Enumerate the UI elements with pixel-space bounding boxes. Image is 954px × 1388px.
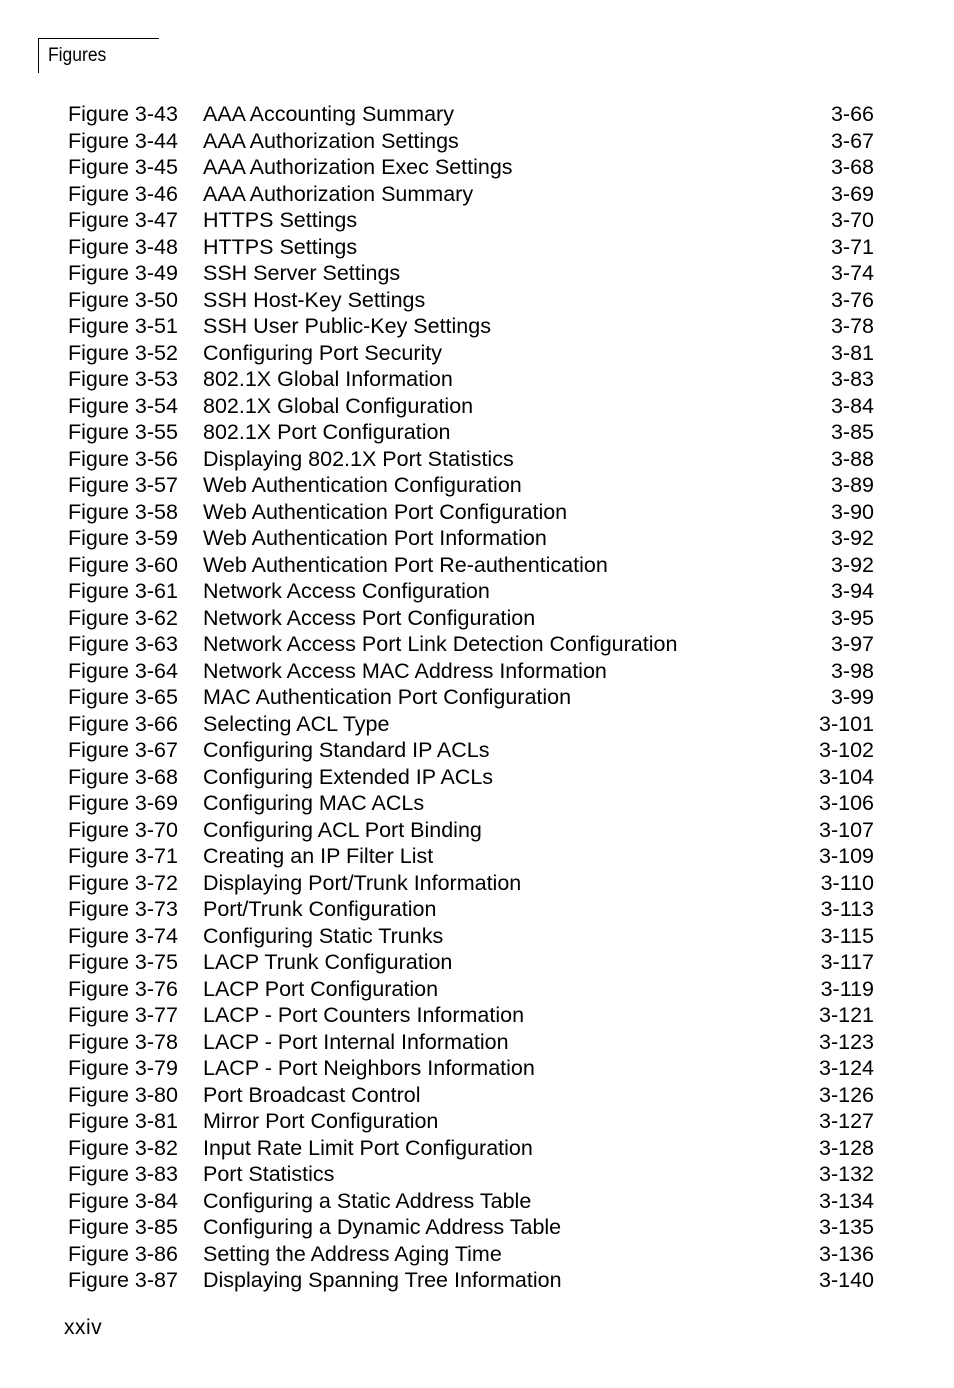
page-number: xxiv bbox=[64, 1316, 103, 1339]
figure-number: Figure 3-71 bbox=[68, 844, 178, 868]
figure-title: LACP - Port Counters Information bbox=[203, 1003, 525, 1027]
list-item bbox=[68, 207, 874, 234]
list-item bbox=[68, 1241, 874, 1268]
figure-page: 3-81 bbox=[830, 340, 874, 365]
figure-page: 3-101 bbox=[819, 711, 874, 736]
figure-title: 802.1X Port Configuration bbox=[203, 420, 451, 444]
figure-page: 3-98 bbox=[830, 658, 874, 683]
figure-number: Figure 3-47 bbox=[68, 208, 178, 232]
figure-page: 3-83 bbox=[830, 367, 874, 391]
list-item bbox=[68, 790, 874, 817]
figure-page: 3-102 bbox=[819, 738, 874, 762]
figure-title: Configuring Standard IP ACLs bbox=[203, 738, 490, 762]
figure-number: Figure 3-79 bbox=[68, 1056, 178, 1080]
figure-number: Figure 3-44 bbox=[68, 128, 178, 153]
list-of-figures bbox=[68, 101, 874, 1294]
figure-title: LACP Trunk Configuration bbox=[203, 950, 453, 974]
figure-number: Figure 3-60 bbox=[68, 552, 178, 577]
list-item bbox=[68, 684, 874, 711]
list-item bbox=[68, 1214, 874, 1241]
figure-title: HTTPS Settings bbox=[203, 208, 358, 232]
figure-title: HTTPS Settings bbox=[203, 234, 358, 259]
figure-number: Figure 3-77 bbox=[68, 1003, 178, 1027]
figure-page: 3-84 bbox=[830, 393, 874, 418]
list-item bbox=[68, 1161, 874, 1188]
figure-number: Figure 3-43 bbox=[68, 102, 178, 126]
figure-number: Figure 3-56 bbox=[68, 446, 178, 471]
figure-title: Port/Trunk Configuration bbox=[203, 897, 437, 921]
figure-title: Displaying Port/Trunk Information bbox=[203, 870, 522, 895]
list-item bbox=[68, 843, 874, 870]
figure-number: Figure 3-83 bbox=[68, 1162, 178, 1186]
figure-page: 3-106 bbox=[819, 791, 874, 815]
figure-title: SSH User Public-Key Settings bbox=[203, 314, 491, 338]
list-item bbox=[68, 737, 874, 764]
figure-title: Configuring ACL Port Binding bbox=[203, 817, 482, 842]
figure-number: Figure 3-58 bbox=[68, 499, 178, 524]
list-item bbox=[68, 605, 874, 632]
list-item bbox=[68, 101, 874, 128]
figure-page: 3-132 bbox=[819, 1162, 874, 1186]
list-item bbox=[68, 976, 874, 1003]
list-item bbox=[68, 313, 874, 340]
figure-title: Network Access MAC Address Information bbox=[203, 658, 607, 683]
list-item bbox=[68, 658, 874, 685]
figure-page: 3-121 bbox=[819, 1003, 874, 1027]
figure-number: Figure 3-69 bbox=[68, 791, 178, 815]
list-item bbox=[68, 949, 874, 976]
list-item bbox=[68, 340, 874, 367]
figure-page: 3-90 bbox=[830, 499, 874, 524]
figure-title: Web Authentication Port Information bbox=[203, 526, 547, 550]
figure-title: Configuring Static Trunks bbox=[203, 923, 444, 948]
figure-number: Figure 3-63 bbox=[68, 632, 178, 656]
figure-title: Web Authentication Configuration bbox=[203, 473, 522, 497]
figure-page: 3-115 bbox=[820, 923, 874, 948]
figure-title: LACP Port Configuration bbox=[203, 976, 439, 1001]
figure-title: AAA Authorization Settings bbox=[203, 128, 459, 153]
list-item bbox=[68, 578, 874, 605]
figure-title: Setting the Address Aging Time bbox=[203, 1241, 502, 1266]
figure-number: Figure 3-54 bbox=[68, 393, 178, 418]
list-item bbox=[68, 260, 874, 287]
list-item bbox=[68, 499, 874, 526]
figure-page: 3-99 bbox=[830, 685, 874, 709]
figure-page: 3-78 bbox=[830, 314, 874, 338]
figure-page: 3-70 bbox=[830, 208, 874, 232]
figure-page: 3-66 bbox=[830, 102, 874, 126]
figure-number: Figure 3-64 bbox=[68, 658, 178, 683]
figure-number: Figure 3-57 bbox=[68, 473, 178, 497]
figure-title: LACP - Port Internal Information bbox=[203, 1029, 509, 1054]
list-item bbox=[68, 631, 874, 658]
figure-title: Network Access Port Link Detection Configuration bbox=[203, 632, 678, 656]
figure-page: 3-136 bbox=[819, 1241, 874, 1266]
figure-title: Displaying 802.1X Port Statistics bbox=[203, 446, 514, 471]
list-item bbox=[68, 1029, 874, 1056]
figure-page: 3-69 bbox=[830, 181, 874, 206]
figure-page: 3-68 bbox=[830, 155, 874, 179]
figure-number: Figure 3-80 bbox=[68, 1082, 178, 1107]
figure-number: Figure 3-72 bbox=[68, 870, 178, 895]
list-item bbox=[68, 419, 874, 446]
figure-title: Port Broadcast Control bbox=[203, 1082, 421, 1107]
list-item bbox=[68, 1108, 874, 1135]
list-item bbox=[68, 128, 874, 155]
figure-page: 3-117 bbox=[820, 950, 874, 974]
figure-page: 3-89 bbox=[830, 473, 874, 497]
list-item bbox=[68, 896, 874, 923]
figure-number: Figure 3-74 bbox=[68, 923, 178, 948]
figure-page: 3-107 bbox=[819, 817, 874, 842]
figure-title: AAA Accounting Summary bbox=[203, 102, 454, 126]
figure-title: 802.1X Global Configuration bbox=[203, 393, 474, 418]
figure-title: AAA Authorization Summary bbox=[203, 181, 474, 206]
list-item bbox=[68, 1055, 874, 1082]
figure-page: 3-140 bbox=[819, 1268, 874, 1292]
list-item bbox=[68, 1188, 874, 1215]
list-item bbox=[68, 1135, 874, 1162]
figure-number: Figure 3-55 bbox=[68, 420, 178, 444]
figure-page: 3-104 bbox=[819, 764, 874, 789]
figure-page: 3-127 bbox=[819, 1109, 874, 1133]
list-item bbox=[68, 393, 874, 420]
figure-number: Figure 3-46 bbox=[68, 181, 178, 206]
figure-page: 3-94 bbox=[830, 579, 874, 603]
figure-number: Figure 3-85 bbox=[68, 1215, 178, 1239]
figure-title: Displaying Spanning Tree Information bbox=[203, 1268, 562, 1292]
figure-page: 3-135 bbox=[819, 1215, 874, 1239]
figure-page: 3-128 bbox=[819, 1135, 874, 1160]
figure-page: 3-92 bbox=[830, 526, 874, 550]
figure-page: 3-124 bbox=[819, 1056, 874, 1080]
figure-title: Web Authentication Port Re-authentication bbox=[203, 552, 608, 577]
figure-number: Figure 3-78 bbox=[68, 1029, 178, 1054]
figure-title: MAC Authentication Port Configuration bbox=[203, 685, 572, 709]
figure-number: Figure 3-81 bbox=[68, 1109, 178, 1133]
figure-title: Mirror Port Configuration bbox=[203, 1109, 439, 1133]
list-item bbox=[68, 446, 874, 473]
figure-number: Figure 3-59 bbox=[68, 526, 178, 550]
figure-title: Port Statistics bbox=[203, 1162, 335, 1186]
figure-number: Figure 3-86 bbox=[68, 1241, 178, 1266]
figure-page: 3-88 bbox=[830, 446, 874, 471]
figure-page: 3-109 bbox=[819, 844, 874, 868]
figure-number: Figure 3-76 bbox=[68, 976, 178, 1001]
figure-number: Figure 3-65 bbox=[68, 685, 178, 709]
figure-number: Figure 3-52 bbox=[68, 340, 178, 365]
list-item bbox=[68, 1267, 874, 1294]
figure-page: 3-119 bbox=[820, 976, 874, 1001]
figure-title: SSH Host-Key Settings bbox=[203, 287, 426, 312]
list-item bbox=[68, 1002, 874, 1029]
list-item bbox=[68, 1082, 874, 1109]
figure-title: Configuring a Dynamic Address Table bbox=[203, 1215, 562, 1239]
figure-title: SSH Server Settings bbox=[203, 261, 401, 285]
figure-number: Figure 3-75 bbox=[68, 950, 178, 974]
figure-title: Network Access Configuration bbox=[203, 579, 490, 603]
figure-title: Configuring a Static Address Table bbox=[203, 1188, 532, 1213]
figure-page: 3-76 bbox=[830, 287, 874, 312]
list-item bbox=[68, 472, 874, 499]
list-item bbox=[68, 764, 874, 791]
figure-title: LACP - Port Neighbors Information bbox=[203, 1056, 535, 1080]
figure-page: 3-95 bbox=[830, 605, 874, 630]
figure-number: Figure 3-51 bbox=[68, 314, 178, 338]
figure-number: Figure 3-82 bbox=[68, 1135, 178, 1160]
list-item bbox=[68, 181, 874, 208]
list-item bbox=[68, 366, 874, 393]
figure-title: Creating an IP Filter List bbox=[203, 844, 434, 868]
figure-number: Figure 3-49 bbox=[68, 261, 178, 285]
figure-page: 3-126 bbox=[819, 1082, 874, 1107]
list-item bbox=[68, 711, 874, 738]
figure-title: Web Authentication Port Configuration bbox=[203, 499, 568, 524]
figure-number: Figure 3-73 bbox=[68, 897, 178, 921]
figure-title: Configuring Port Security bbox=[203, 340, 442, 365]
figure-number: Figure 3-62 bbox=[68, 605, 178, 630]
figure-title: 802.1X Global Information bbox=[203, 367, 453, 391]
list-item bbox=[68, 923, 874, 950]
figure-title: Configuring Extended IP ACLs bbox=[203, 764, 494, 789]
figure-number: Figure 3-68 bbox=[68, 764, 178, 789]
list-item bbox=[68, 234, 874, 261]
figure-title: AAA Authorization Exec Settings bbox=[203, 155, 513, 179]
figure-number: Figure 3-87 bbox=[68, 1268, 178, 1292]
figure-number: Figure 3-53 bbox=[68, 367, 178, 391]
figure-page: 3-71 bbox=[830, 234, 874, 259]
figure-page: 3-74 bbox=[830, 261, 874, 285]
figure-number: Figure 3-61 bbox=[68, 579, 178, 603]
header-label: Figures bbox=[48, 45, 107, 66]
list-item bbox=[68, 552, 874, 579]
figure-number: Figure 3-70 bbox=[68, 817, 178, 842]
figure-title: Input Rate Limit Port Configuration bbox=[203, 1135, 533, 1160]
figure-number: Figure 3-48 bbox=[68, 234, 178, 259]
figure-number: Figure 3-84 bbox=[68, 1188, 178, 1213]
figure-number: Figure 3-50 bbox=[68, 287, 178, 312]
figure-page: 3-113 bbox=[820, 897, 874, 921]
list-item bbox=[68, 525, 874, 552]
figure-number: Figure 3-67 bbox=[68, 738, 178, 762]
list-item bbox=[68, 870, 874, 897]
figure-title: Selecting ACL Type bbox=[203, 711, 390, 736]
running-header bbox=[38, 38, 159, 73]
figure-page: 3-134 bbox=[819, 1188, 874, 1213]
figure-number: Figure 3-66 bbox=[68, 711, 178, 736]
figure-title: Network Access Port Configuration bbox=[203, 605, 536, 630]
list-item bbox=[68, 154, 874, 181]
figure-title: Configuring MAC ACLs bbox=[203, 791, 425, 815]
list-item bbox=[68, 287, 874, 314]
figure-page: 3-110 bbox=[820, 870, 874, 895]
figure-page: 3-97 bbox=[830, 632, 874, 656]
figure-page: 3-123 bbox=[819, 1029, 874, 1054]
figure-page: 3-92 bbox=[830, 552, 874, 577]
list-item bbox=[68, 817, 874, 844]
figure-page: 3-85 bbox=[830, 420, 874, 444]
figure-page: 3-67 bbox=[830, 128, 874, 153]
figure-number: Figure 3-45 bbox=[68, 155, 178, 179]
